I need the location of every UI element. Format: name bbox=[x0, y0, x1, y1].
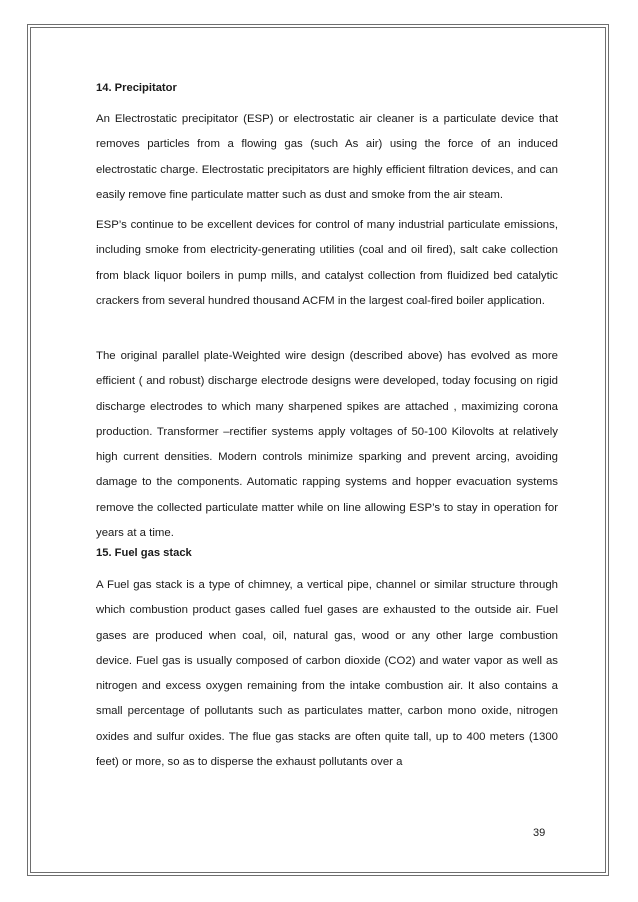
paragraph-fuel-gas-stack: A Fuel gas stack is a type of chimney, a vertical pipe, channel or similar structure through which combustion product gases called fuel gases are exhausted to the outside air. Fuel gases are produced when coal, oil, natural gas, wood or any other large combustion device. Fuel gas is usually composed of carbon dioxide (CO2) and water vapor as well as nitrogen and excess oxygen remaining from the intake combustion air. It also contains a small percentage of pollutants such as particulates matter, carbon mono oxide, nitrogen oxides and sulfur oxides. The flue gas stacks are often quite tall, up to 400 meters (1300 feet) or more, so as to disperse the exhaust pollutants over a bbox=[96, 579, 558, 769]
section-heading-precipitator: 14. Precipitator bbox=[96, 82, 177, 94]
paragraph-esp-applications: ESP’s continue to be excellent devices for control of many industrial particulate emissions, including smoke from electricity-generating utilities (coal and oil fired), salt cake collection from black liquor boilers in pump mills, and catalyst collection from fluidized bed catalytic crackers from several hundred thousand ACFM in the largest coal-fired boiler application. bbox=[96, 219, 558, 307]
paragraph-esp-definition: An Electrostatic precipitator (ESP) or electrostatic air cleaner is a particulate device that removes particles from a flowing gas (such As air) using the force of an induced electrostatic charge. Electrostatic precipitators are highly efficient filtration devices, and can easily remove fine particulate matter such as dust and smoke from the air steam. bbox=[96, 113, 558, 201]
page-number: 39 bbox=[533, 827, 546, 839]
paragraph-esp-design: The original parallel plate-Weighted wire design (described above) has evolved as more efficient ( and robust) discharge electrode designs were developed, today focusing on rigid discharge electrodes to which many sharpened spikes are attached , maximizing corona production. Transformer –rectifier systems apply voltages of 50-100 Kilovolts at relatively high current densities. Modern controls minimize sparking and prevent arcing, avoiding damage to the components. Automatic rapping systems and hopper evacuation systems remove the collected particulate matter while on line allowing ESP’s to stay in operation for years at a time. bbox=[96, 350, 558, 540]
section-heading-fuel-gas-stack: 15. Fuel gas stack bbox=[96, 547, 192, 559]
